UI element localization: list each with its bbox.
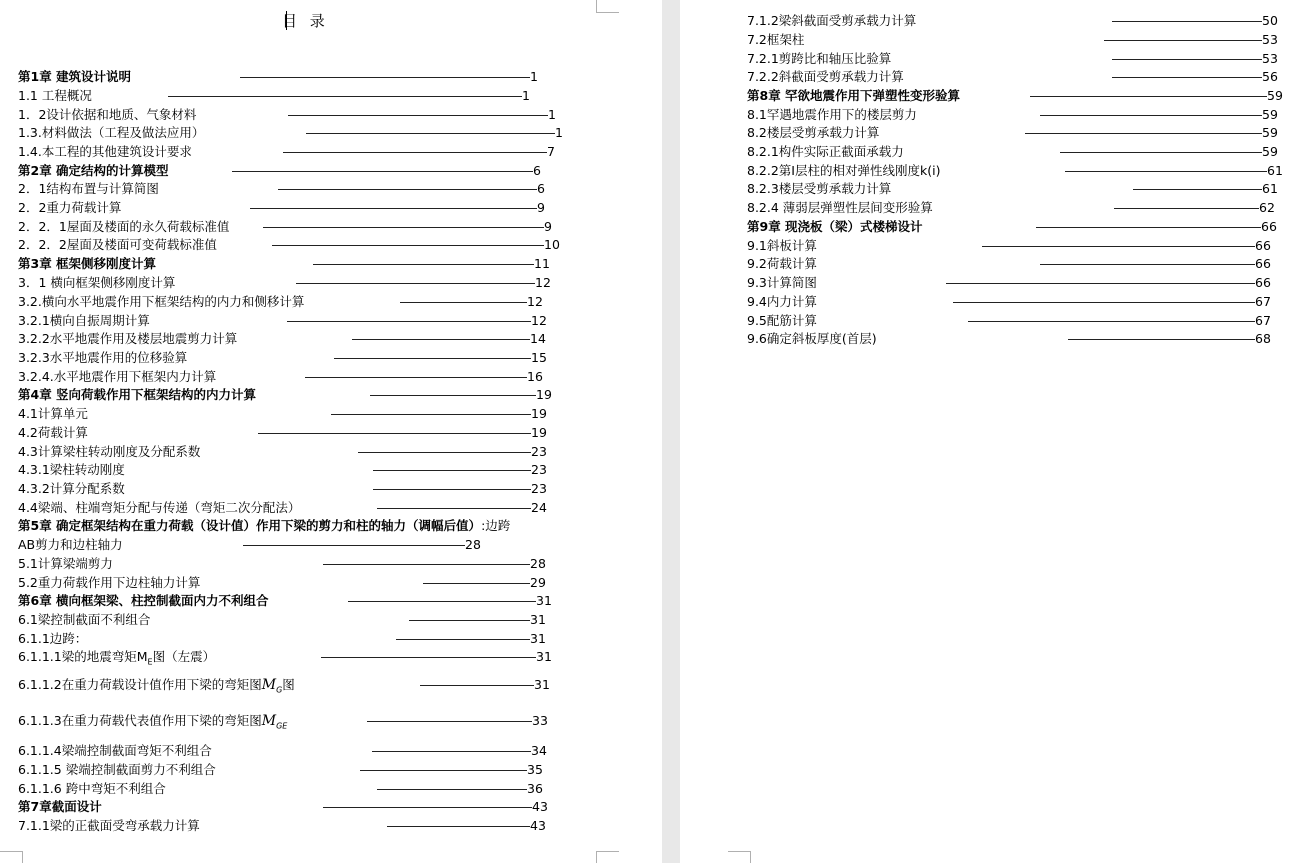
- toc-entry[interactable]: [0, 648, 662, 666]
- dot-leader: [360, 770, 527, 771]
- page-number: 66: [1255, 275, 1271, 290]
- page-number: 9: [544, 219, 552, 234]
- crop-mark: [728, 851, 751, 863]
- toc-entry[interactable]: [0, 798, 662, 816]
- toc-entry[interactable]: [0, 611, 662, 629]
- crop-mark: [596, 851, 619, 863]
- toc-entry[interactable]: [0, 218, 662, 236]
- toc-entry[interactable]: [680, 68, 1292, 86]
- toc-entry-title: 1.1 工程概况: [18, 88, 92, 103]
- dot-leader: [372, 751, 531, 752]
- toc-entry[interactable]: [0, 368, 662, 386]
- toc-entry[interactable]: [0, 199, 662, 217]
- page-number: 6: [537, 181, 545, 196]
- page-number: 53: [1262, 51, 1278, 66]
- toc-entry-title: 第9章 现浇板（梁）式楼梯设计: [747, 219, 923, 234]
- page-number: 33: [532, 713, 548, 728]
- page-number: 68: [1255, 331, 1271, 346]
- math-subscript: GE: [276, 721, 288, 731]
- toc-entry-title: 8.2.1构件实际正截面承载力: [747, 144, 904, 159]
- toc-entry[interactable]: [0, 761, 662, 779]
- toc-entry[interactable]: [0, 536, 662, 554]
- dot-leader: [373, 489, 531, 490]
- toc-entry[interactable]: [0, 68, 662, 86]
- crop-mark: [0, 851, 23, 863]
- page-number: 16: [527, 369, 543, 384]
- dot-leader: [1068, 339, 1255, 340]
- dot-leader: [982, 246, 1255, 247]
- dot-leader: [387, 826, 530, 827]
- page-number: 19: [531, 425, 547, 440]
- dot-leader: [373, 470, 531, 471]
- toc-entry[interactable]: [680, 293, 1292, 311]
- toc-entry[interactable]: [0, 592, 662, 610]
- toc-entry-title: 6.1.1.2在重力荷载设计值作用下梁的弯矩图$M_G$图: [18, 677, 295, 695]
- dot-leader: [1104, 40, 1262, 41]
- page-number: 59: [1262, 107, 1278, 122]
- toc-entry-title: 9.2荷载计算: [747, 256, 817, 271]
- dot-leader: [358, 452, 531, 453]
- page-number: 59: [1262, 125, 1278, 140]
- toc-entry-title: 3.2.横向水平地震作用下框架结构的内力和侧移计算: [18, 294, 305, 309]
- toc-entry-title: 9.1斜板计算: [747, 238, 817, 253]
- toc-entry-title: 4.1计算单元: [18, 406, 88, 421]
- math-subscript: G: [276, 685, 283, 695]
- toc-entry[interactable]: [0, 424, 662, 442]
- toc-entry[interactable]: [0, 349, 662, 367]
- page-number: 19: [536, 387, 552, 402]
- toc-entry[interactable]: [0, 574, 662, 592]
- dot-leader: [305, 377, 527, 378]
- page-number: 31: [536, 593, 552, 608]
- toc-entry[interactable]: [680, 199, 1292, 217]
- dot-leader: [946, 283, 1255, 284]
- page-number: 1: [548, 107, 556, 122]
- page-number: 56: [1262, 69, 1278, 84]
- toc-entry-title: 1.3.材料做法（工程及做法应用）: [18, 125, 205, 140]
- toc-entry[interactable]: [680, 237, 1292, 255]
- dot-leader: [1065, 171, 1267, 172]
- toc-entry[interactable]: [0, 742, 662, 760]
- page-number: 31: [534, 677, 550, 692]
- toc-entry-title: 第3章 框架侧移刚度计算: [18, 256, 157, 271]
- toc-entry[interactable]: [680, 274, 1292, 292]
- dot-leader: [232, 171, 533, 172]
- toc-entry[interactable]: [680, 218, 1292, 236]
- toc-entry-title: 第4章 竖向荷载作用下框架结构的内力计算: [18, 387, 257, 402]
- toc-entry-title: 7.1.1梁的正截面受弯承载力计算: [18, 818, 200, 833]
- toc-entry-title: 2．1结构布置与计算简图: [18, 181, 159, 196]
- page-number: 1: [530, 69, 538, 84]
- page-number: 67: [1255, 313, 1271, 328]
- toc-entry[interactable]: [680, 162, 1292, 180]
- page-number: 1: [522, 88, 530, 103]
- toc-title: 目 录: [282, 12, 329, 30]
- dot-leader: [323, 564, 530, 565]
- dot-leader: [968, 321, 1255, 322]
- toc-entry-tail: :边跨: [481, 518, 511, 533]
- dot-leader: [1114, 208, 1259, 209]
- toc-entry-title: 7.1.2梁斜截面受剪承载力计算: [747, 13, 917, 28]
- dot-leader: [1060, 152, 1262, 153]
- page-number: 6: [533, 163, 541, 178]
- toc-entry-title: 6.1.1.4梁端控制截面弯矩不利组合: [18, 743, 212, 758]
- toc-entry[interactable]: [0, 386, 662, 404]
- toc-entry[interactable]: [680, 12, 1292, 30]
- toc-entry-title: AB剪力和边柱轴力: [18, 537, 123, 552]
- toc-entry[interactable]: [0, 630, 662, 648]
- page-gutter: [662, 0, 680, 863]
- dot-leader: [1112, 59, 1262, 60]
- toc-entry-title: 3.2.1横向自振周期计算: [18, 313, 150, 328]
- toc-entry[interactable]: [0, 817, 662, 835]
- toc-entry-title: 3.2.3水平地震作用的位移验算: [18, 350, 188, 365]
- toc-entry[interactable]: [0, 461, 662, 479]
- toc-entry-title: 第7章截面设计: [18, 799, 102, 814]
- dot-leader: [1036, 227, 1261, 228]
- dot-leader: [250, 208, 537, 209]
- toc-entry[interactable]: [0, 274, 662, 292]
- toc-entry-title: 7.2.1剪跨比和轴压比验算: [747, 51, 892, 66]
- toc-entry[interactable]: [0, 87, 662, 105]
- page-number: 1: [555, 125, 563, 140]
- toc-entry[interactable]: [0, 143, 662, 161]
- dot-leader: [272, 245, 544, 246]
- page-number: 19: [531, 406, 547, 421]
- toc-entry[interactable]: [0, 312, 662, 330]
- toc-entry[interactable]: [0, 480, 662, 498]
- toc-entry-title: 4.3计算梁柱转动刚度及分配系数: [18, 444, 201, 459]
- page-number: 50: [1262, 13, 1278, 28]
- toc-entry[interactable]: [680, 124, 1292, 142]
- dot-leader: [352, 339, 530, 340]
- page-number: 34: [531, 743, 547, 758]
- toc-entry[interactable]: [0, 293, 662, 311]
- page-number: 23: [531, 462, 547, 477]
- toc-entry-title: 4.3.1梁柱转动刚度: [18, 462, 125, 477]
- page-number: 23: [531, 481, 547, 496]
- toc-entry[interactable]: [0, 555, 662, 573]
- dot-leader: [1030, 96, 1267, 97]
- toc-entry[interactable]: [0, 330, 662, 348]
- dot-leader: [306, 133, 555, 134]
- toc-entry[interactable]: [0, 180, 662, 198]
- toc-entry-title: 4.2荷载计算: [18, 425, 88, 440]
- page-number: 53: [1262, 32, 1278, 47]
- toc-entry-title: 4.4梁端、柱端弯矩分配与传递（弯矩二次分配法）: [18, 500, 301, 515]
- dot-leader: [288, 115, 548, 116]
- page-number: 61: [1262, 181, 1278, 196]
- toc-entry[interactable]: [0, 712, 662, 730]
- dot-leader: [263, 227, 544, 228]
- dot-leader: [258, 433, 531, 434]
- page-number: 23: [531, 444, 547, 459]
- toc-entry-title: 3．1 横向框架侧移刚度计算: [18, 275, 176, 290]
- dot-leader: [367, 721, 532, 722]
- toc-entry[interactable]: [0, 676, 662, 694]
- dot-leader: [278, 189, 537, 190]
- toc-entry-title: 6.1.1.3在重力荷载代表值作用下梁的弯矩图$M_{GE}$: [18, 713, 288, 731]
- toc-entry[interactable]: [0, 236, 662, 254]
- toc-entry-title: 7.2.2斜截面受剪承载力计算: [747, 69, 904, 84]
- toc-entry-title: 8.2.4 薄弱层弹塑性层间变形验算: [747, 200, 933, 215]
- toc-entry-title: 3.2.4.水平地震作用下框架内力计算: [18, 369, 217, 384]
- toc-entry[interactable]: [0, 124, 662, 142]
- toc-entry[interactable]: [680, 50, 1292, 68]
- toc-entry[interactable]: [0, 780, 662, 798]
- toc-entry-title: 8.2.2第I层柱的相对弹性线刚度k(i): [747, 163, 941, 178]
- toc-entry[interactable]: [680, 31, 1292, 49]
- dot-leader: [168, 96, 522, 97]
- dot-leader: [420, 685, 534, 686]
- page-number: 24: [531, 500, 547, 515]
- page-number: 43: [530, 818, 546, 833]
- page-number: 28: [465, 537, 481, 552]
- toc-entry-title: 6.1.1.6 跨中弯矩不利组合: [18, 781, 166, 796]
- toc-entry-title: 6.1.1.5 梁端控制截面剪力不利组合: [18, 762, 216, 777]
- toc-entry-title: 8.2楼层受剪承载力计算: [747, 125, 880, 140]
- page-number: 31: [530, 631, 546, 646]
- dot-leader: [953, 302, 1255, 303]
- toc-entry[interactable]: [680, 87, 1292, 105]
- toc-entry-title: 第2章 确定结构的计算模型: [18, 163, 169, 178]
- page-number: 62: [1259, 200, 1275, 215]
- page-number: 66: [1255, 256, 1271, 271]
- dot-leader: [313, 264, 534, 265]
- toc-entry-title: 9.3计算简图: [747, 275, 817, 290]
- page-number: 61: [1267, 163, 1283, 178]
- math-subscript: E: [147, 657, 153, 667]
- page-number: 67: [1255, 294, 1271, 309]
- toc-entry-title: 6.1.1.1梁的地震弯矩$M_E$图（左震）: [18, 649, 216, 667]
- dot-leader: [1040, 264, 1255, 265]
- toc-entry-title: 2．2．2屋面及楼面可变荷载标准值: [18, 237, 217, 252]
- toc-entry-title: 7.2框架柱: [747, 32, 805, 47]
- toc-entry-title: 8.1罕遇地震作用下的楼层剪力: [747, 107, 917, 122]
- dot-leader: [400, 302, 527, 303]
- toc-entry[interactable]: [0, 162, 662, 180]
- document-page-right: [680, 0, 1292, 863]
- toc-entry-title: 第1章 建筑设计说明: [18, 69, 132, 84]
- toc-entry[interactable]: [0, 517, 662, 535]
- page-number: 9: [537, 200, 545, 215]
- page-number: 7: [547, 144, 555, 159]
- dot-leader: [240, 77, 530, 78]
- toc-entry-title: 5.2重力荷载作用下边柱轴力计算: [18, 575, 201, 590]
- toc-entry[interactable]: [0, 405, 662, 423]
- page-number: 31: [536, 649, 552, 664]
- toc-entry[interactable]: [0, 499, 662, 517]
- toc-entry[interactable]: [680, 143, 1292, 161]
- toc-entry-title: 1．2设计依据和地质、气象材料: [18, 107, 197, 122]
- page-number: 12: [531, 313, 547, 328]
- dot-leader: [283, 152, 547, 153]
- dot-leader: [396, 639, 530, 640]
- toc-entry-title: 第5章 确定框架结构在重力荷载（设计值）作用下梁的剪力和柱的轴力（调幅后值）:边跨: [18, 518, 511, 533]
- toc-entry-title: 1.4.本工程的其他建筑设计要求: [18, 144, 192, 159]
- page-number: 66: [1261, 219, 1277, 234]
- dot-leader: [377, 508, 531, 509]
- toc-entry-title: 9.4内力计算: [747, 294, 817, 309]
- toc-entry-title: 5.1计算梁端剪力: [18, 556, 113, 571]
- dot-leader: [348, 601, 536, 602]
- math-symbol: M: [261, 677, 277, 693]
- page-number: 59: [1267, 88, 1283, 103]
- page-number: 35: [527, 762, 543, 777]
- toc-entry-title: 9.5配筋计算: [747, 313, 817, 328]
- toc-entry-title: 2．2．1屋面及楼面的永久荷载标准值: [18, 219, 230, 234]
- dot-leader: [377, 789, 527, 790]
- page-number: 12: [527, 294, 543, 309]
- toc-entry-title: 第8章 罕欲地震作用下弹塑性变形验算: [747, 88, 961, 103]
- page-number: 11: [534, 256, 550, 271]
- toc-entry-title: 9.6确定斜板厚度(首层): [747, 331, 877, 346]
- dot-leader: [243, 545, 465, 546]
- page-number: 66: [1255, 238, 1271, 253]
- page-number: 59: [1262, 144, 1278, 159]
- toc-entry-title: 3.2.2水平地震作用及楼层地震剪力计算: [18, 331, 238, 346]
- toc-entry[interactable]: [680, 330, 1292, 348]
- dot-leader: [1112, 77, 1262, 78]
- dot-leader: [287, 321, 531, 322]
- page-number: 36: [527, 781, 543, 796]
- toc-entry[interactable]: [680, 180, 1292, 198]
- page-number: 10: [544, 237, 560, 252]
- toc-entry-title: 8.2.3楼层受剪承载力计算: [747, 181, 892, 196]
- dot-leader: [1112, 21, 1262, 22]
- page-number: 12: [535, 275, 551, 290]
- toc-entry[interactable]: [680, 106, 1292, 124]
- dot-leader: [1040, 115, 1262, 116]
- dot-leader: [370, 395, 536, 396]
- toc-entry-title: 第6章 横向框架梁、柱控制截面内力不利组合: [18, 593, 269, 608]
- dot-leader: [1133, 189, 1262, 190]
- toc-entry[interactable]: [0, 443, 662, 461]
- toc-entry-title: 6.1梁控制截面不利组合: [18, 612, 151, 627]
- page-number: 28: [530, 556, 546, 571]
- page-number: 14: [530, 331, 546, 346]
- toc-entry-title: 6.1.1边跨：: [18, 631, 88, 646]
- toc-entry[interactable]: [680, 312, 1292, 330]
- page-number: 31: [530, 612, 546, 627]
- dot-leader: [321, 657, 536, 658]
- dot-leader: [423, 583, 530, 584]
- page-number: 43: [532, 799, 548, 814]
- dot-leader: [323, 807, 532, 808]
- toc-entry[interactable]: [0, 255, 662, 273]
- dot-leader: [296, 283, 535, 284]
- toc-entry[interactable]: [0, 106, 662, 124]
- page-number: 15: [531, 350, 547, 365]
- dot-leader: [334, 358, 531, 359]
- crop-mark: [596, 0, 619, 13]
- dot-leader: [409, 620, 530, 621]
- math-symbol: M: [261, 713, 277, 729]
- dot-leader: [1025, 133, 1262, 134]
- dot-leader: [331, 414, 531, 415]
- page-number: 29: [530, 575, 546, 590]
- toc-entry-title: 4.3.2计算分配系数: [18, 481, 125, 496]
- toc-entry[interactable]: [680, 255, 1292, 273]
- toc-entry-title: 2．2重力荷载计算: [18, 200, 122, 215]
